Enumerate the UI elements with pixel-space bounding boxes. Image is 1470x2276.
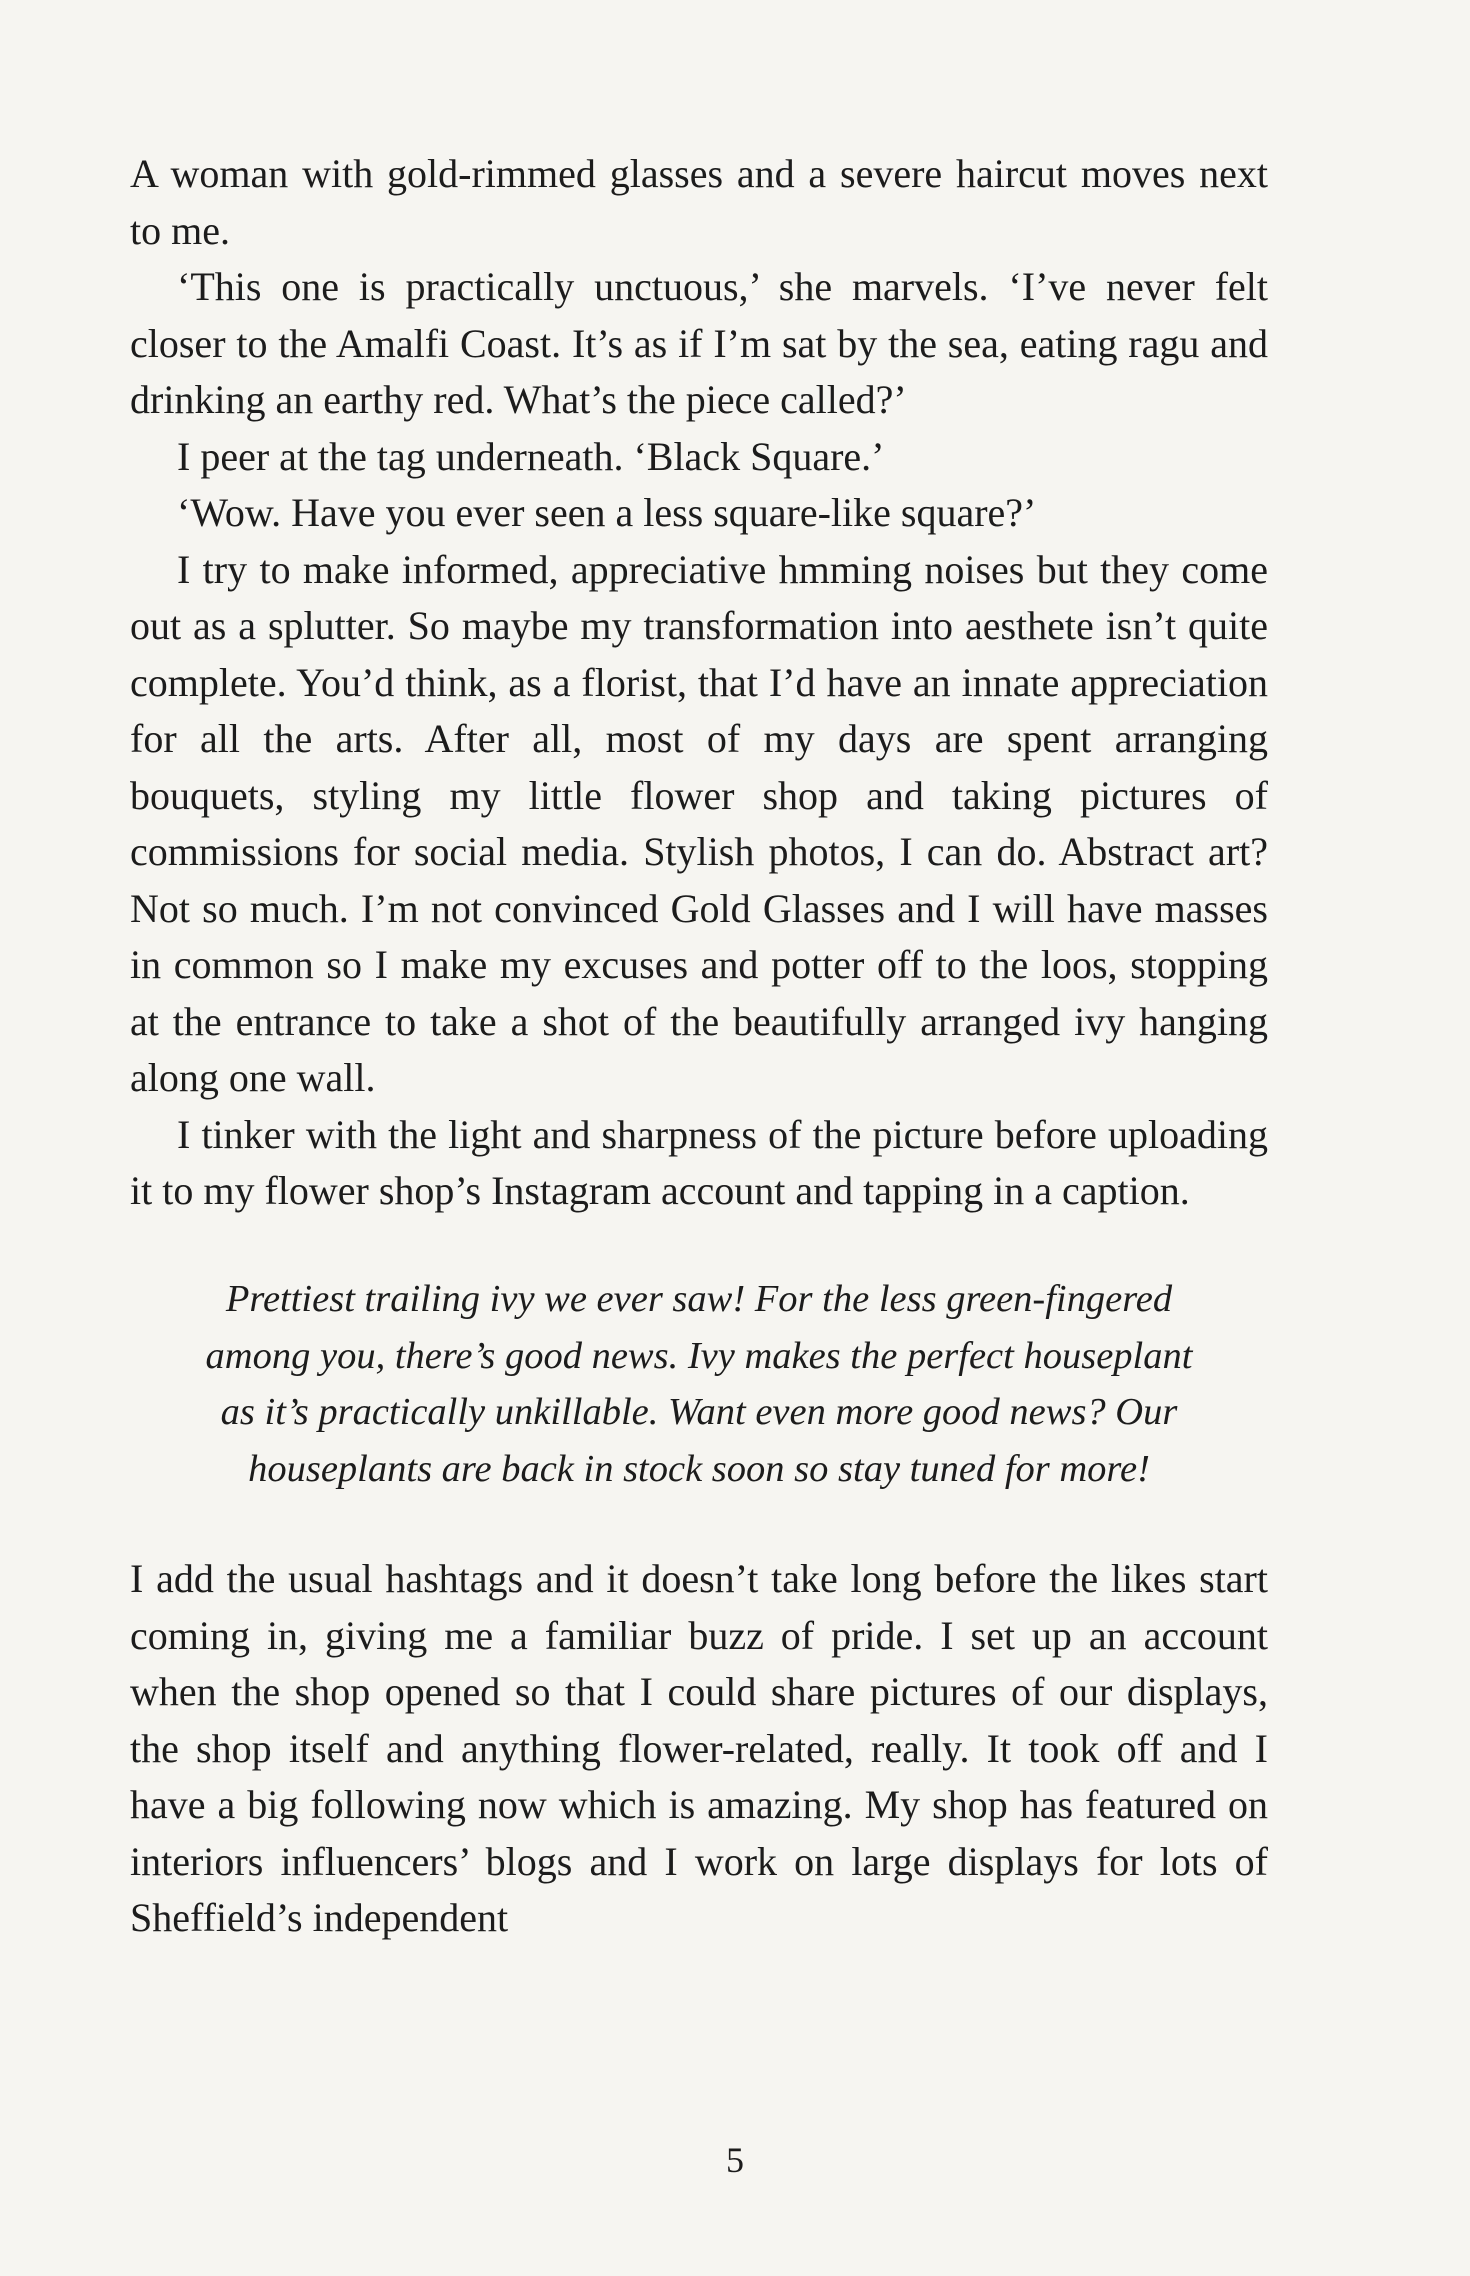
paragraph: ‘This one is practically unctuous,’ she marvels. ‘I’ve never felt closer to the Amalfi Coast. It’s as if I’m sat by the sea, eating ragu and drinking an earthy red. What’s the piece called?’ xyxy=(130,264,1268,422)
body-text-top xyxy=(130,146,1268,1220)
body-text-bottom xyxy=(130,1551,1268,1947)
paragraph: ‘Wow. Have you ever seen a less square-like square?’ xyxy=(177,490,1037,535)
paragraph: I try to make informed, appreciative hmming noises but they come out as a splutter. So maybe my transformation into aesthete isn’t quite complete. You’d think, as a florist, that I’d have an innate appreciation for all the arts. After all, most of my days are spent arranging bouquets, styling my little flower shop and taking pictures of commissions for social media. Stylish photos, I can do. Abstract art? Not so much. I’m not convinced Gold Glasses and I will have masses in common so I make my excuses and potter off to the loos, stopping at the entrance to take a shot of the beautifully arranged ivy hanging along one wall. xyxy=(130,546,1268,1100)
paragraph: I peer at the tag underneath. ‘Black Square.’ xyxy=(177,433,885,479)
caption-line: houseplants are back in stock soon so stay tuned for more! xyxy=(248,1447,1150,1490)
paragraph: A woman with gold-rimmed glasses and a severe haircut moves next to me. xyxy=(130,151,1268,253)
instagram-caption xyxy=(140,1271,1258,1497)
caption-line: as it’s practically unkillable. Want even more good news? Our xyxy=(220,1391,1178,1433)
paragraph: I tinker with the light and sharpness of the picture before uploading it to my flower shop’s Instagram account and tapping in a caption. xyxy=(130,1111,1268,1213)
caption-line: Prettiest trailing ivy we ever saw! For the less green-fingered xyxy=(225,1278,1173,1320)
page-number: 5 xyxy=(726,2140,744,2180)
paragraph: I add the usual hashtags and it doesn’t take long before the likes start coming in, giving me a familiar buzz of pride. I set up an account when the shop opened so that I could share pictures of our displays, the shop itself and anything flower-related, really. It took off and I have a big following now which is amazing. My shop has featured on interiors influencers’ blogs and I work on large displays for lots of Sheffield’s independent xyxy=(130,1556,1268,1940)
caption-line: among you, there’s good news. Ivy makes the perfect houseplant xyxy=(205,1334,1193,1377)
